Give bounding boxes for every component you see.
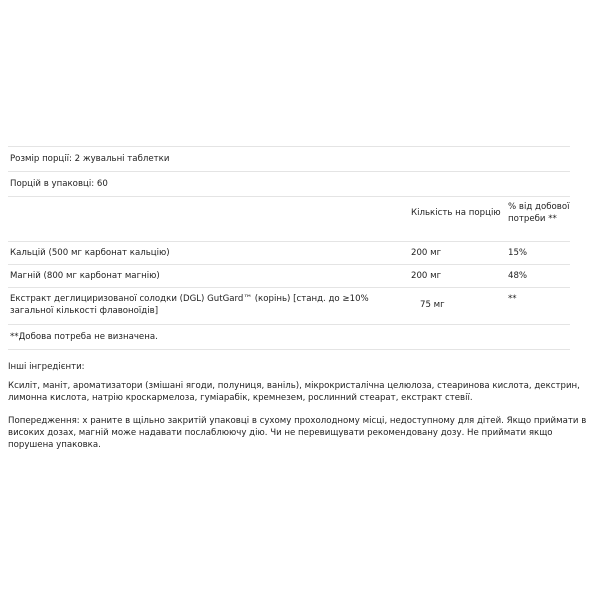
nutrient-amount: 200 мг (411, 271, 442, 281)
nutrient-name: Екстракт деглициризованої солодки (DGL) GutGard™ (корінь) [станд. до ≥10% загальної кількості флавоноїдів] (10, 294, 369, 316)
daily-value-note: **Добова потреба не визначена. (10, 332, 158, 342)
table-row (8, 265, 570, 288)
nutrient-name: Кальцій (500 мг карбонат кальцію) (10, 248, 170, 258)
nutrient-amount: 200 мг (411, 248, 442, 258)
daily-value-note-row (8, 325, 570, 350)
nutrient-name: Магній (800 мг карбонат магнію) (10, 271, 160, 281)
warning-text: Попередження: х раните в щільно закритій упаковці в сухому прохолодному місці, недоступному для дітей. Якщо приймати в високих дозах, магній може надавати послаблюючу дію. Чи не перевищувати рекомендовану дозу. Не приймати якщо порушена упаковка. (8, 416, 587, 450)
daily-value-header: % від добової потреби ** (508, 202, 570, 224)
table-header-row (8, 197, 570, 242)
nutrient-daily-value: 15% (508, 248, 528, 258)
nutrient-amount: 75 мг (420, 300, 445, 310)
servings-per-container-text: Порцій в упаковці: 60 (10, 179, 108, 189)
other-ingredients-title: Інші інгредієнти: (8, 362, 85, 372)
nutrient-daily-value: 48% (508, 271, 528, 281)
table-row (8, 242, 570, 265)
amount-per-serving-header: Кількість на порцію (411, 208, 501, 218)
ingredients-text: Ксиліт, маніт, ароматизатори (змішані ягоди, полуниця, ваніль), мікрокристалічна целюлоза, стеаринова кислота, декстрин, лимонна кислота, натрію кроскармелоза, гуміарабік, кремнезем, рослинний стеарат, екстракт стевії. (8, 381, 580, 403)
nutrient-daily-value: ** (508, 294, 517, 304)
serving-size-text: Розмір порції: 2 жувальні таблетки (10, 154, 170, 164)
serving-size-row (8, 146, 570, 172)
servings-per-container-row (8, 172, 570, 197)
table-row (8, 288, 570, 325)
supplement-facts-table (8, 146, 570, 350)
